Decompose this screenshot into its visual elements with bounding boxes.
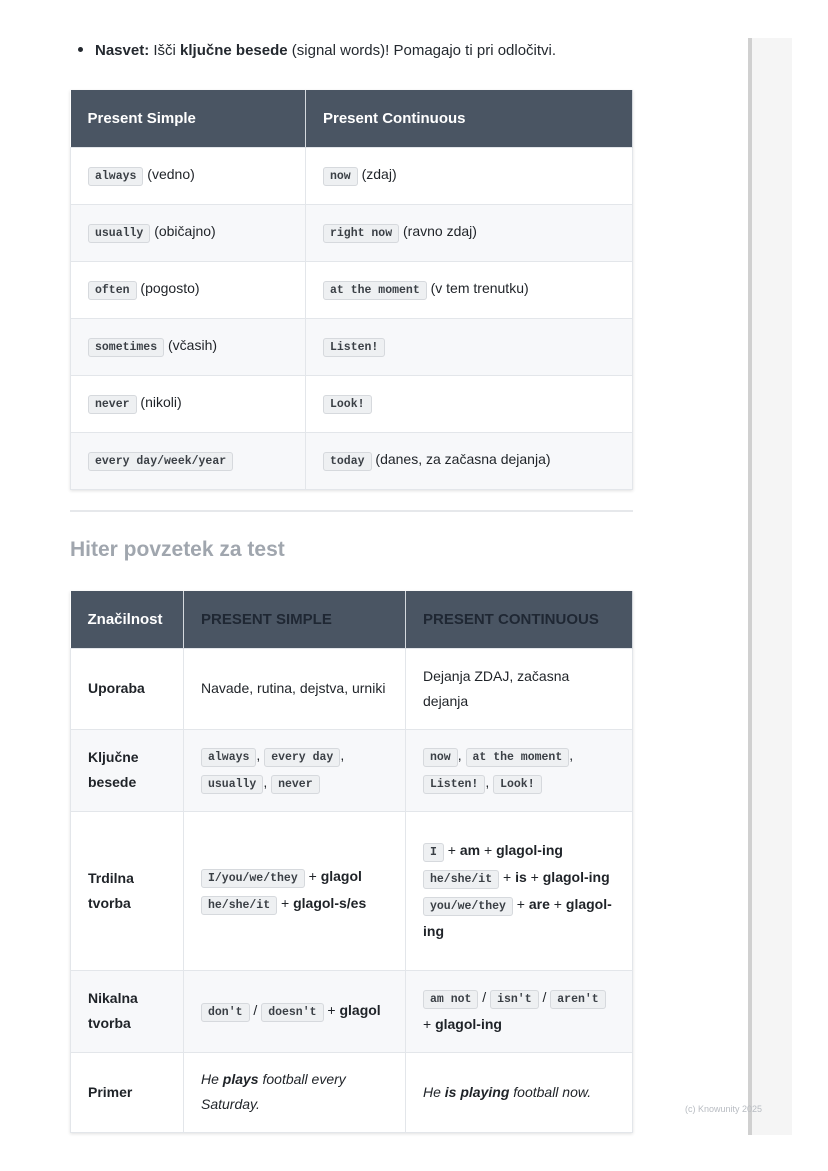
signal-word-code: you/we/they xyxy=(423,897,513,916)
example-text: football now. xyxy=(509,1083,592,1100)
cell-text: (vedno) xyxy=(143,166,195,182)
column-header: Present Continuous xyxy=(306,90,633,147)
cell-text: Ključne besede xyxy=(88,749,139,790)
table-cell xyxy=(71,432,306,489)
table-cell xyxy=(71,318,306,375)
signal-word-code: Look! xyxy=(323,395,372,414)
cell-text: Dejanja ZDAJ, začasna dejanja xyxy=(423,667,570,709)
table-cell xyxy=(71,970,184,1052)
side-panel xyxy=(752,38,792,1135)
cell-text: (ravno zdaj) xyxy=(399,223,477,239)
table-cell xyxy=(306,375,633,432)
table-cell xyxy=(71,648,184,729)
summary-table xyxy=(70,591,633,1133)
table-row xyxy=(71,318,633,375)
signal-word-code: now xyxy=(323,167,358,186)
cell-text: (včasih) xyxy=(164,337,218,353)
table-cell xyxy=(71,811,184,970)
table-cell xyxy=(184,648,406,729)
signal-word-code: always xyxy=(201,748,256,767)
cell-text: , xyxy=(569,747,574,763)
tip-bold: ključne besede xyxy=(180,42,288,59)
table-cell xyxy=(406,811,633,970)
cell-text: / xyxy=(249,1001,262,1018)
signal-word-code: never xyxy=(271,775,320,794)
signal-word-code: aren't xyxy=(550,990,605,1009)
cell-text: , xyxy=(256,747,265,763)
signal-word-code: I xyxy=(423,843,444,862)
cell-text: + xyxy=(423,1016,436,1032)
bold-text: is xyxy=(515,868,527,885)
cell-text: , xyxy=(457,747,466,763)
column-header: Značilnost xyxy=(71,591,184,648)
signal-word-code: he/she/it xyxy=(201,896,277,915)
signal-word-code: every day/week/year xyxy=(88,452,233,471)
cell-text: + xyxy=(526,868,543,885)
example-text: He xyxy=(201,1071,223,1087)
cell-text: + xyxy=(480,841,497,858)
table-row xyxy=(71,811,633,970)
table-cell xyxy=(71,1052,184,1132)
column-header: Present Simple xyxy=(71,90,306,147)
column-header: PRESENT SIMPLE xyxy=(184,591,406,648)
table-cell xyxy=(306,147,633,204)
section-heading: Hiter povzetek za test xyxy=(70,538,285,561)
signal-word-code: I/you/we/they xyxy=(201,869,305,888)
table-cell xyxy=(306,261,633,318)
cell-text: Nikalna tvorba xyxy=(88,990,138,1031)
signal-word-code: doesn't xyxy=(261,1003,323,1022)
cell-text: + xyxy=(277,894,294,911)
signal-word-code: always xyxy=(88,167,143,186)
bold-text: are xyxy=(528,895,550,912)
tip-label: Nasvet: xyxy=(95,42,150,59)
table-cell xyxy=(184,811,406,970)
table-row xyxy=(71,648,633,729)
table-row xyxy=(71,375,633,432)
cell-text: + xyxy=(499,868,516,885)
table-cell xyxy=(71,204,306,261)
table-cell xyxy=(406,970,633,1052)
example-text: football every Saturday. xyxy=(201,1071,346,1112)
cell-text: Navade, rutina, dejstva, urniki xyxy=(201,680,386,696)
table-row xyxy=(71,261,633,318)
bold-text: glagol-ing xyxy=(496,841,563,858)
cell-text: + xyxy=(443,841,460,858)
table-cell xyxy=(71,729,184,811)
cell-text: + xyxy=(549,895,566,912)
cell-text: (v tem trenutku) xyxy=(426,280,529,296)
cell-text: + xyxy=(512,895,529,912)
cell-text: (običajno) xyxy=(150,223,216,239)
table-cell xyxy=(71,375,306,432)
bold-text: glagol-s/es xyxy=(293,894,367,911)
table-cell xyxy=(406,648,633,729)
tip-text: Išči xyxy=(149,42,181,59)
signal-word-code: don't xyxy=(201,1003,250,1022)
cell-text: (zdaj) xyxy=(357,166,397,182)
bold-text: glagol-ing xyxy=(435,1016,502,1032)
table-row xyxy=(71,729,633,811)
signal-words-table xyxy=(70,90,633,490)
table-cell xyxy=(71,261,306,318)
table-cell xyxy=(406,1052,633,1132)
signal-word-code: today xyxy=(323,452,372,471)
bold-text: glagol-ing xyxy=(542,868,610,885)
cell-text: (nikoli) xyxy=(136,394,182,410)
cell-text: , xyxy=(340,747,345,763)
signal-word-code: he/she/it xyxy=(423,870,499,889)
bold-text: glagol xyxy=(339,1001,381,1018)
bullet-icon xyxy=(78,47,83,52)
signal-word-code: am not xyxy=(423,990,478,1009)
cell-text: + xyxy=(304,867,321,884)
tip-bullet xyxy=(78,42,556,59)
signal-word-code: Listen! xyxy=(423,775,485,794)
table-row xyxy=(71,432,633,489)
table-cell xyxy=(184,970,406,1052)
cell-text: , xyxy=(263,774,272,790)
signal-word-code: usually xyxy=(88,224,150,243)
divider xyxy=(70,510,633,512)
bold-text: glagol-ing xyxy=(423,895,612,939)
signal-word-code: now xyxy=(423,748,458,767)
table-cell xyxy=(306,318,633,375)
signal-word-code: right now xyxy=(323,224,399,243)
cell-text: / xyxy=(538,989,551,1005)
cell-text: Primer xyxy=(88,1083,133,1100)
signal-word-code: at the moment xyxy=(466,748,570,767)
cell-text: Uporaba xyxy=(88,680,145,696)
cell-text: , xyxy=(485,774,494,790)
tip-text-2: (signal words)! Pomagajo ti pri odločitvi. xyxy=(287,42,557,59)
table-cell xyxy=(184,1052,406,1132)
signal-word-code: at the moment xyxy=(323,281,427,300)
cell-text: / xyxy=(478,989,491,1005)
example-verb: is playing xyxy=(444,1083,510,1100)
signal-word-code: often xyxy=(88,281,137,300)
table-row xyxy=(71,147,633,204)
copyright: (c) Knowunity 2025 xyxy=(685,1104,763,1114)
table-cell xyxy=(406,729,633,811)
cell-text: + xyxy=(323,1001,340,1018)
cell-text: (pogosto) xyxy=(136,280,200,296)
signal-word-code: Listen! xyxy=(323,338,385,357)
signal-word-code: usually xyxy=(201,775,263,794)
table-row xyxy=(71,204,633,261)
example-verb: plays xyxy=(222,1071,259,1087)
table-cell xyxy=(306,432,633,489)
signal-word-code: never xyxy=(88,395,137,414)
table-row xyxy=(71,970,633,1052)
signal-word-code: every day xyxy=(264,748,340,767)
signal-word-code: sometimes xyxy=(88,338,164,357)
signal-word-code: isn't xyxy=(490,990,539,1009)
cell-text: Trdilna tvorba xyxy=(88,869,134,911)
column-header: PRESENT CONTINUOUS xyxy=(406,591,633,648)
table-row xyxy=(71,1052,633,1132)
table-cell xyxy=(71,147,306,204)
cell-text: (danes, za začasna dejanja) xyxy=(371,451,551,467)
signal-word-code: Look! xyxy=(493,775,542,794)
bold-text: am xyxy=(459,841,481,858)
table-cell xyxy=(184,729,406,811)
bold-text: glagol xyxy=(320,867,362,884)
example-text: He xyxy=(423,1083,445,1100)
table-cell xyxy=(306,204,633,261)
